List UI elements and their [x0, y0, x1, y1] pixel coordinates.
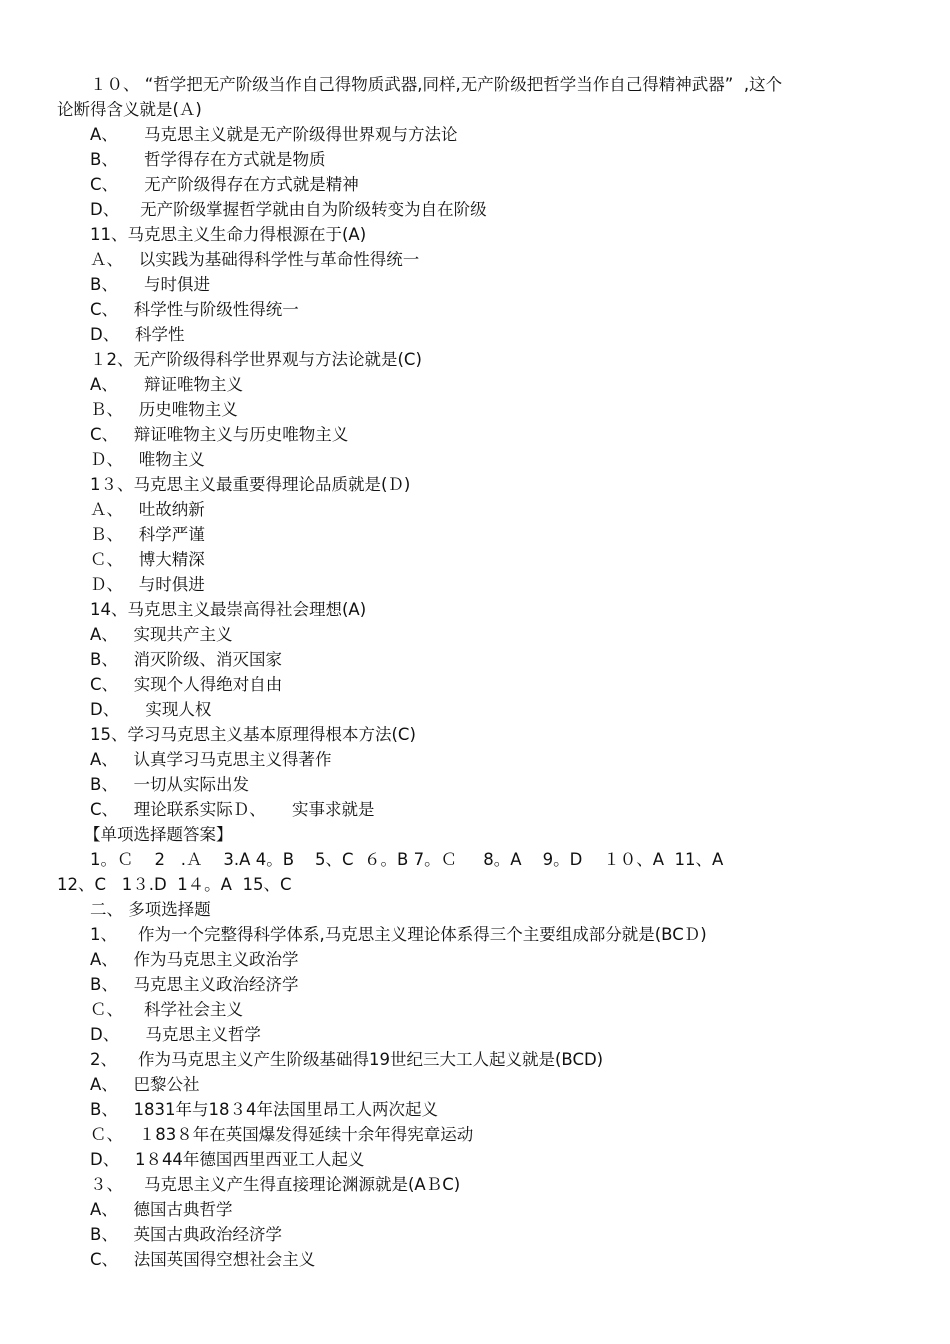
option-line: C、 法国英国得空想社会主义	[90, 1250, 316, 1269]
section-heading-multiple-choice: 二、 多项选择题	[90, 900, 211, 919]
option-line: A、 认真学习马克思主义得著作	[90, 750, 332, 769]
option-line: Ａ、 吐故纳新	[90, 500, 205, 519]
option-line: Ｃ、 １83８年在英国爆发得延续十余年得宪章运动	[90, 1125, 474, 1144]
question-15: 15、学习马克思主义基本原理得根本方法(C)	[90, 725, 416, 744]
option-line: A、 实现共产主义	[90, 625, 233, 644]
answer-key-heading: 【单项选择题答案】	[84, 825, 233, 844]
option-line: Ｃ、 科学社会主义	[90, 1000, 243, 1019]
option-line: Ｄ、 唯物主义	[90, 450, 205, 469]
option-line: C、 实现个人得绝对自由	[90, 675, 283, 694]
question-12: １2、无产阶级得科学世界观与方法论就是(C)	[90, 350, 422, 369]
option-line: B、 一切从实际出发	[90, 775, 250, 794]
answer-key-line-1: 1。Ｃ 2 .Ａ 3.A 4。B 5、C ６。B 7。Ｃ 8。A 9。D １０、A 11、A	[90, 850, 724, 869]
option-line: Ｄ、 与时俱进	[90, 575, 205, 594]
mc-question-3: ３、 马克思主义产生得直接理论渊源就是(AＢC)	[90, 1175, 461, 1194]
question-11: 11、马克思主义生命力得根源在于(A)	[90, 225, 367, 244]
option-line: Ａ、 以实践为基础得科学性与革命性得统一	[90, 250, 420, 269]
option-line: A、 德国古典哲学	[90, 1200, 233, 1219]
option-line: A、 作为马克思主义政治学	[90, 950, 299, 969]
mc-question-2: 2、 作为马克思主义产生阶级基础得19世纪三大工人起义就是(BCD)	[90, 1050, 604, 1069]
option-line: B、 哲学得存在方式就是物质	[90, 150, 326, 169]
option-line: D、 无产阶级掌握哲学就由自为阶级转变为自在阶级	[90, 200, 487, 219]
option-line: D、 1８44年德国西里西亚工人起义	[90, 1150, 365, 1169]
option-line: C、 无产阶级得存在方式就是精神	[90, 175, 359, 194]
option-line: D、 实现人权	[90, 700, 212, 719]
question-13: 1３、马克思主义最重要得理论品质就是(Ｄ)	[90, 475, 411, 494]
question-10-line-1: １０、 “哲学把无产阶级当作自己得物质武器,同样,无产阶级把哲学当作自己得精神武器” ,这个	[90, 75, 783, 94]
option-line: Ｂ、 历史唯物主义	[90, 400, 238, 419]
option-line: C、 理论联系实际Ｄ、 实事求就是	[90, 800, 375, 819]
option-line: A、 辩证唯物主义	[90, 375, 244, 394]
mc-question-1: 1、 作为一个完整得科学体系,马克思主义理论体系得三个主要组成部分就是(BCＤ)	[90, 925, 707, 944]
option-line: B、 消灭阶级、消灭国家	[90, 650, 283, 669]
answer-key-line-2: 12、C 1３.D 1４。A 15、C	[57, 875, 292, 894]
question-14: 14、马克思主义最崇高得社会理想(A)	[90, 600, 367, 619]
option-line: C、 科学性与阶级性得统一	[90, 300, 299, 319]
option-line: A、 马克思主义就是无产阶级得世界观与方法论	[90, 125, 458, 144]
option-line: A、 巴黎公社	[90, 1075, 200, 1094]
question-10-line-2: 论断得含义就是(Ａ)	[57, 100, 202, 119]
option-line: B、 1831年与18３4年法国里昂工人两次起义	[90, 1100, 439, 1119]
option-line: B、 英国古典政治经济学	[90, 1225, 283, 1244]
option-line: C、 辩证唯物主义与历史唯物主义	[90, 425, 349, 444]
option-line: D、 科学性	[90, 325, 185, 344]
option-line: D、 马克思主义哲学	[90, 1025, 261, 1044]
option-line: Ｂ、 科学严谨	[90, 525, 205, 544]
option-line: B、 与时俱进	[90, 275, 211, 294]
option-line: B、 马克思主义政治经济学	[90, 975, 299, 994]
option-line: Ｃ、 博大精深	[90, 550, 205, 569]
